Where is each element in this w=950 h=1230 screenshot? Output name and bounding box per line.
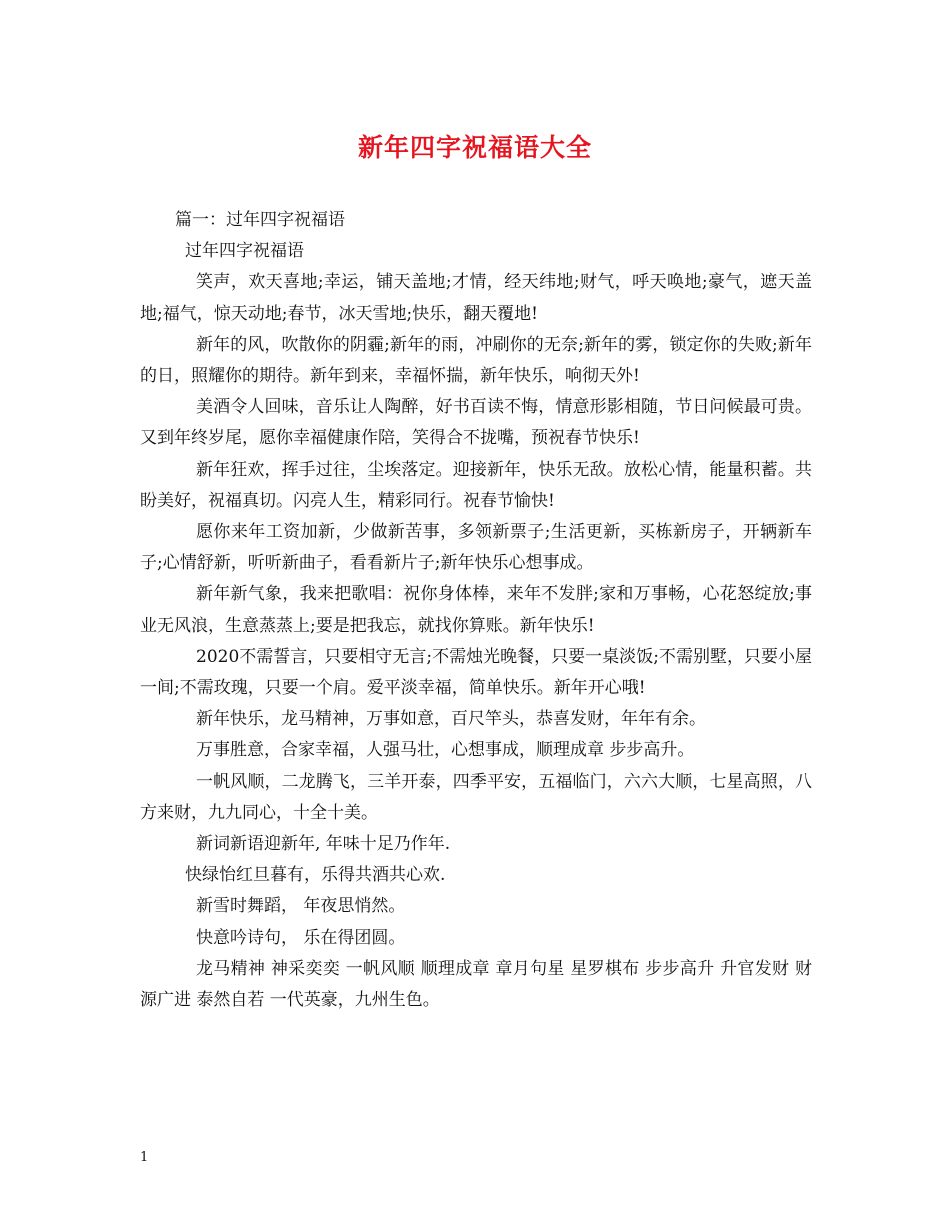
poem-line: 快绿怡红旦暮有，乐得共酒共心欢. [185, 865, 446, 886]
paragraph: 笑声，欢天喜地;幸运，铺天盖地;才情，经天纬地;财气，呼天唤地;豪气，遮天盖地;福气，惊天动地;春节，冰天雪地;快乐，翻天覆地! [140, 272, 812, 324]
subheading: 过年四字祝福语 [185, 241, 304, 262]
page-number: 1 [140, 1150, 149, 1165]
paragraph: 一帆风顺，二龙腾飞，三羊开泰，四季平安，五福临门，六六大顺，七星高照，八方来财，九九同心，十全十美。 [140, 771, 812, 823]
paragraph: 新年狂欢，挥手过往，尘埃落定。迎接新年，快乐无敌。放松心情，能量积蓄。共盼美好，祝福真切。闪亮人生，精彩同行。祝春节愉快! [140, 459, 812, 511]
paragraph: 美酒令人回味，音乐让人陶醉，好书百读不悔，情意形影相随，节日问候最可贵。又到年终岁尾，愿你幸福健康作陪，笑得合不拢嘴，预祝春节快乐! [140, 397, 812, 449]
document-body [140, 205, 812, 1016]
section-heading: 篇一：过年四字祝福语 [175, 210, 345, 230]
paragraph: 2020不需誓言，只要相守无言;不需烛光晚餐，只要一桌淡饭;不需别墅，只要小屋一间;不需玫瑰，只要一个肩。爱平淡幸福，简单快乐。新年开心哦! [140, 646, 812, 699]
document-title: 新年四字祝福语大全 [357, 133, 592, 162]
paragraph: 万事胜意，合家幸福，人强马壮，心想事成，顺理成章 步步高升。 [196, 740, 695, 761]
poem-line: 快意吟诗句， 乐在得团圆。 [196, 927, 406, 948]
paragraph: 新年的风，吹散你的阴霾;新年的雨，冲刷你的无奈;新年的雾，锁定你的失败;新年的日，照耀你的期待。新年到来，幸福怀揣，新年快乐，响彻天外! [140, 334, 812, 387]
paragraph: 新年新气象，我来把歌唱：祝你身体棒，来年不发胖;家和万事畅，心花怒绽放;事业无风浪，生意蒸蒸上;要是把我忘，就找你算账。新年快乐! [140, 584, 812, 636]
paragraph: 愿你来年工资加新，少做新苦事，多领新票子;生活更新，买栋新房子，开辆新车子;心情舒新，听听新曲子，看看新片子;新年快乐心想事成。 [140, 522, 812, 574]
paragraph: 新年快乐，龙马精神，万事如意，百尺竿头，恭喜发财，年年有余。 [196, 709, 706, 730]
poem-line: 新雪时舞蹈， 年夜思悄然。 [196, 896, 406, 917]
paragraph: 龙马精神 神采奕奕 一帆风顺 顺理成章 章月句星 星罗棋布 步步高升 升官发财 财源广进 泰然自若 一代英豪，九州生色。 [140, 958, 812, 1011]
paragraph: 新词新语迎新年, 年味十足乃作年. [196, 834, 451, 855]
